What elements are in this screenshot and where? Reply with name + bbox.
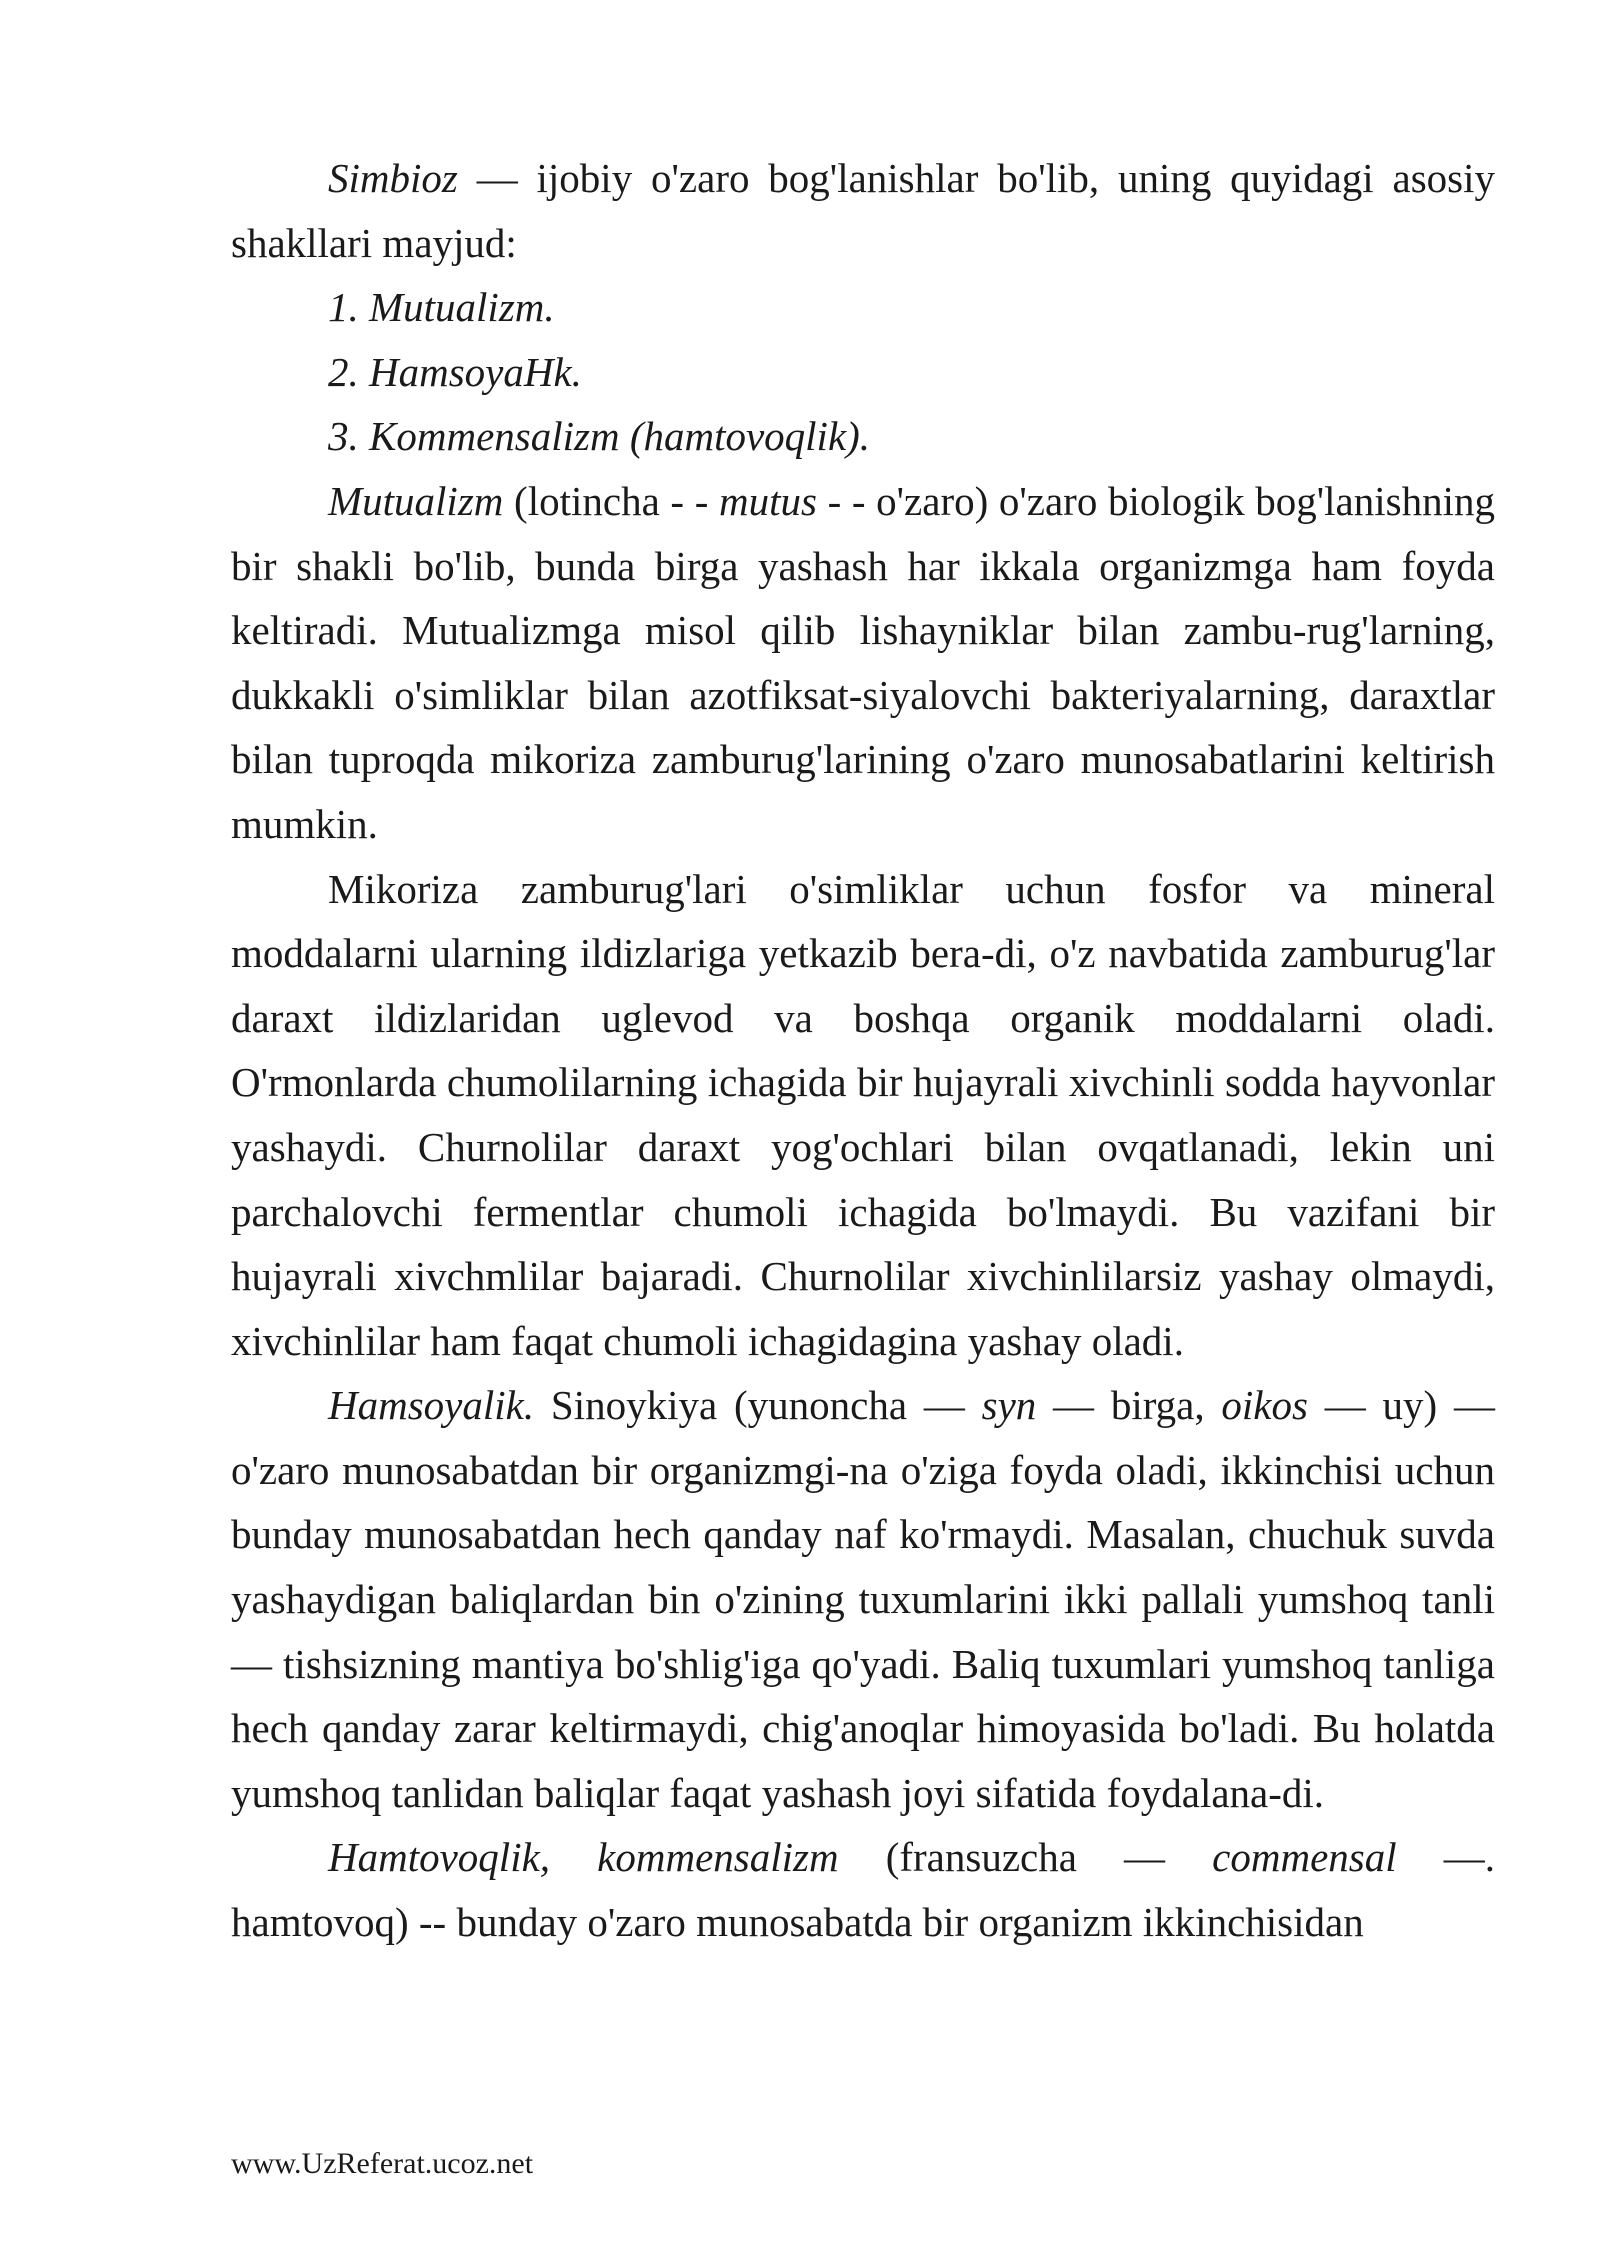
paragraph-hamsoyalik-text-c: — uy) — o'zaro munosabatdan bir organizmgi-na o'ziga foyda oladi, ikkinchisi uchun bunday munosabatdan hech qanday naf ko'rmaydi. Masalan, chuchuk suvda yashaydigan baliqlardan bin o'zining tuxumlarini ikki pallali yumshoq tanli — tishsizning mantiya bo'shlig'iga qo'yadi. Baliq tuxumlari yumshoq tanliga hech qanday zarar keltirmaydi, chig'anoqlar himoyasida bo'ladi. Bu holatda yumshoq tanlidan baliqlar faqat yashash joyi sifatida foydalana-di. [231,1382,1495,1816]
paragraph-simbioz-text: — ijobiy o'zaro bog'lanishlar bo'lib, uning quyidagi asosiy shakllari mayjud: [231,155,1495,266]
term-oikos: oikos [1221,1382,1308,1429]
term-mutus: mutus [718,477,817,524]
term-simbioz: Simbioz [328,155,458,201]
paragraph-mikoriza-text: Mikoriza zamburug'lari o'simliklar uchun fosfor va mineral moddalarni ularning ildizlariga yetkazib bera-di, o'z navbatida zamburug'lar daraxt ildizlaridan uglevod va boshqa organik moddalarni oladi. O'rmonlarda chumolilarning ichagida bir hujayrali xivchinli sodda hayvonlar yashaydi. Churnolilar daraxt yog'ochlari bilan ovqatlanadi, lekin uni parchalovchi fermentlar chumoli ichagida bo'lmaydi. Bu vazifani bir hujayrali xivchmlilar bajaradi. Churnolilar xivchinlilarsiz yashay olmaydi, xivchinlilar ham faqat chumoli ichagidagina yashay oladi. [231,865,1495,1364]
paragraph-mikoriza [231,857,1495,1374]
term-syn: syn [981,1382,1037,1429]
term-hamtovoqlik: Hamtovoqlik, kommensalizm [328,1834,839,1881]
paragraph-mutualizm [231,469,1495,857]
term-hamsoyalik: Hamsoyalik. [328,1382,535,1429]
footer-website-link[interactable]: www.UzReferat.ucoz.net [231,2147,534,2180]
paragraph-hamtovoqlik-text-a: (fransuzcha — [838,1834,1213,1881]
paragraph-simbioz [231,146,1495,275]
paragraph-hamtovoqlik [231,1825,1495,1954]
paragraph-hamsoyalik-text-b: — birga, [1036,1382,1222,1429]
paragraph-hamsoyalik [231,1373,1495,1825]
list-item-3: 3. Kommensalizm (hamtovoqlik). [328,413,871,460]
paragraph-mutualizm-text-a: (lotincha - - [503,477,719,524]
paragraph-hamtovoqlik-text-b: —. hamtovoq) -- bunday o'zaro munosabatda bir organizm ikkinchisidan [231,1834,1495,1946]
list-item-2: 2. HamsoyaHk. [328,348,582,395]
list-item-1: 1. Mutualizm. [328,284,555,331]
paragraph-hamsoyalik-text-a: Sinoykiya (yunoncha — [534,1382,982,1429]
term-commensal: commensal [1212,1834,1397,1881]
document-body [231,146,1495,1955]
term-mutualizm: Mutualizm [328,477,504,524]
paragraph-mutualizm-text-b: - - o'zaro) o'zaro biologik bog'lanishning bir shakli bo'lib, bunda birga yashash har ikkala organizmga ham foyda keltiradi. Mutualizmga misol qilib lishayniklar bilan zambu-rug'larning, dukkakli o'simliklar bilan azotfiksat-siyalovchi bakteriyalarning, daraxtlar bilan tuproqda mikoriza zamburug'larining o'zaro munosabatlarini keltirish mumkin. [231,477,1495,847]
